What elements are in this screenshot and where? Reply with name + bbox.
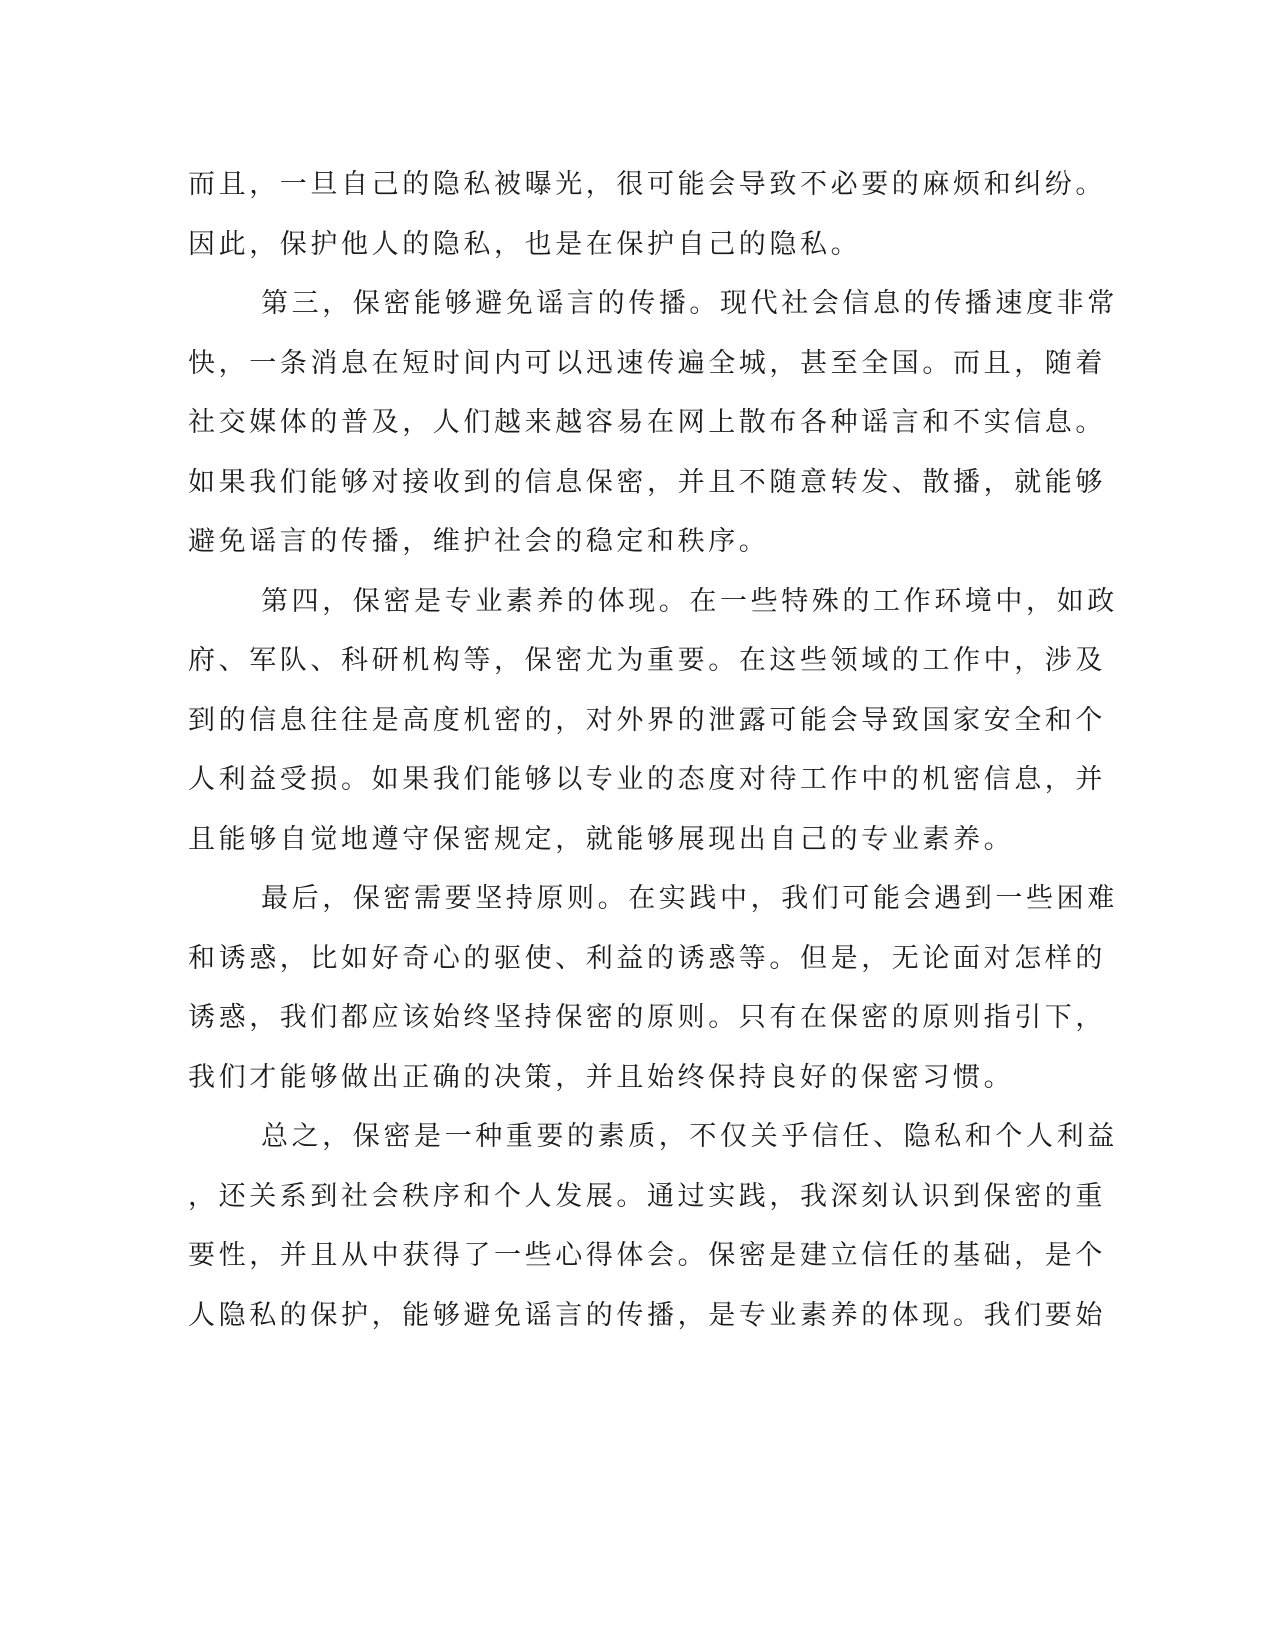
- text-line: 诱惑，我们都应该始终坚持保密的原则。只有在保密的原则指引下，: [188, 1002, 1106, 1033]
- text-line: 人隐私的保护，能够避免谣言的传播，是专业素养的体现。我们要始: [188, 1299, 1106, 1331]
- paragraph-start-line: 第四，保密是专业素养的体现。在一些特殊的工作环境中，如政: [261, 585, 1118, 617]
- text-line: 府、军队、科研机构等，保密尤为重要。在这些领域的工作中，涉及: [188, 645, 1106, 676]
- paragraph-start-line: 第三，保密能够避免谣言的传播。现代社会信息的传播速度非常: [261, 288, 1118, 319]
- text-line: 到的信息往往是高度机密的，对外界的泄露可能会导致国家安全和个: [188, 704, 1106, 736]
- text-line: 要性，并且从中获得了一些心得体会。保密是建立信任的基础，是个: [188, 1240, 1106, 1271]
- text-line: 而且，一旦自己的隐私被曝光，很可能会导致不必要的麻烦和纠纷。: [188, 169, 1106, 200]
- text-line: 避免谣言的传播，维护社会的稳定和秩序。: [188, 526, 770, 557]
- text-line: 如果我们能够对接收到的信息保密，并且不随意转发、散播，就能够: [188, 466, 1106, 498]
- text-line: 人利益受损。如果我们能够以专业的态度对待工作中的机密信息，并: [188, 764, 1106, 795]
- text-line: 社交媒体的普及，人们越来越容易在网上散布各种谣言和不实信息。: [188, 407, 1106, 438]
- text-line: 我们才能够做出正确的决策，并且始终保持良好的保密习惯。: [188, 1061, 1015, 1093]
- text-line: 快，一条消息在短时间内可以迅速传遍全城，甚至全国。而且，随着: [188, 347, 1106, 379]
- text-line: ，还关系到社会秩序和个人发展。通过实践，我深刻认识到保密的重: [188, 1180, 1106, 1212]
- text-line: 和诱惑，比如好奇心的驱使、利益的诱惑等。但是，无论面对怎样的: [188, 942, 1106, 974]
- paragraph-start-line: 最后，保密需要坚持原则。在实践中，我们可能会遇到一些困难: [261, 883, 1118, 914]
- text-line: 因此，保护他人的隐私，也是在保护自己的隐私。: [188, 228, 862, 260]
- paragraph-start-line: 总之，保密是一种重要的素质，不仅关乎信任、隐私和个人利益: [261, 1121, 1118, 1152]
- body-text: [188, 155, 1118, 1345]
- text-line: 且能够自觉地遵守保密规定，就能够展现出自己的专业素养。: [188, 823, 1015, 855]
